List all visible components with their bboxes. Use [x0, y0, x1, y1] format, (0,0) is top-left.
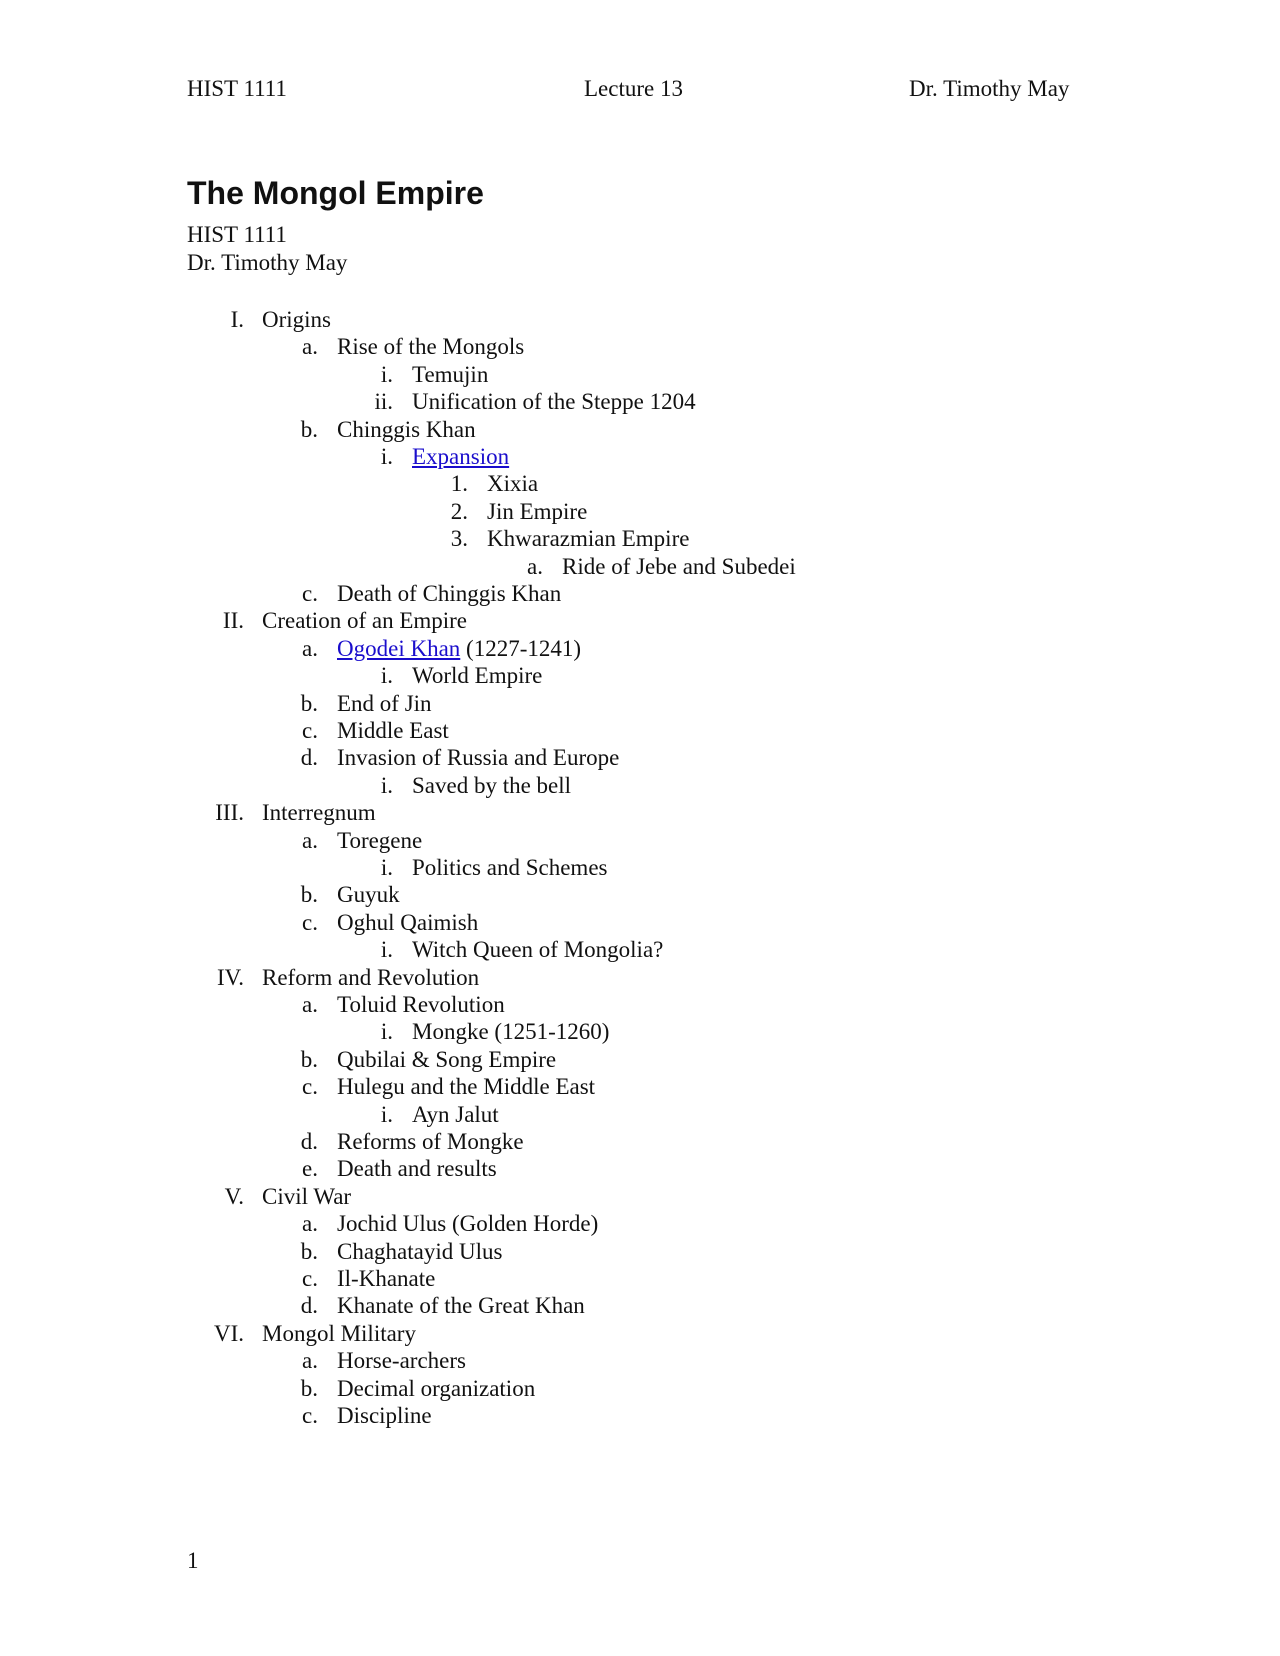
outline-label: Il-Khanate	[337, 1266, 436, 1291]
outline-marker: i.	[380, 855, 393, 880]
outline-label: Oghul Qaimish	[337, 909, 479, 935]
outline-marker: b.	[300, 1375, 318, 1401]
outline-label: Civil War	[262, 1183, 352, 1209]
outline-marker: i.	[380, 1019, 393, 1045]
outline-text	[262, 305, 331, 335]
outline-label: Reform and Revolution	[262, 964, 480, 990]
outline-label: Ride of Jebe and Subedei	[562, 553, 796, 579]
outline-text	[337, 880, 400, 910]
outline-text	[412, 771, 571, 801]
outline-label: Middle East	[337, 718, 449, 743]
outline-marker: d.	[300, 1129, 318, 1154]
header-course: HIST 1111	[187, 76, 287, 101]
outline-marker: i.	[380, 444, 393, 469]
outline-text	[337, 689, 432, 719]
outline-marker: b.	[300, 690, 318, 716]
outline-label: Creation of an Empire	[262, 608, 468, 634]
outline-link[interactable]: Expansion	[412, 444, 510, 469]
outline-text	[412, 935, 663, 965]
outline-label: Khwarazmian Empire	[487, 526, 690, 552]
outline-label: Rise of the Mongols	[337, 334, 525, 360]
outline-label: Decimal organization	[337, 1375, 536, 1401]
outline-text	[412, 442, 509, 472]
outline-text	[487, 524, 689, 554]
outline-label: Mongke (1251-1260)	[412, 1019, 610, 1045]
outline-text	[337, 1154, 497, 1184]
outline-label: Origins	[262, 307, 331, 332]
outline-marker: I.	[230, 307, 244, 332]
outline-label: Qubilai & Song Empire	[337, 1046, 557, 1072]
outline-label: Unification of the Steppe 1204	[412, 389, 696, 415]
outline-marker: III.	[215, 800, 244, 826]
outline-text	[412, 1100, 499, 1130]
outline-marker: c.	[302, 909, 318, 935]
outline-text	[337, 332, 524, 362]
outline-label: Interregnum	[262, 800, 376, 826]
outline-text	[337, 579, 561, 609]
outline-text	[337, 1291, 585, 1321]
outline-text	[337, 634, 581, 664]
outline-text	[337, 1127, 524, 1157]
outline-marker: 2.	[450, 498, 468, 524]
outline-text	[487, 497, 587, 527]
outline-label: Death and results	[337, 1156, 497, 1182]
outline-text	[337, 1401, 432, 1431]
outline-marker: d.	[300, 745, 318, 771]
outline-marker: a.	[527, 553, 543, 579]
outline-marker: i.	[380, 937, 393, 963]
outline-label: Politics and Schemes	[412, 855, 608, 880]
outline-marker: c.	[302, 1266, 318, 1291]
outline-text	[337, 743, 619, 773]
outline-marker: a.	[302, 1211, 318, 1237]
outline-text	[337, 1374, 535, 1404]
outline-label: Guyuk	[337, 882, 400, 908]
outline-label: Temujin	[412, 361, 489, 387]
outline-marker: IV.	[216, 964, 244, 990]
outline-label: Khanate of the Great Khan	[337, 1293, 585, 1319]
outline-marker: c.	[302, 718, 318, 743]
outline-marker: i.	[380, 772, 393, 798]
outline-text	[412, 360, 488, 390]
outline-text	[337, 1346, 466, 1376]
header-lecture: Lecture 13	[584, 76, 683, 101]
outline-marker: 1.	[450, 471, 468, 497]
header-author: Dr. Timothy May	[909, 76, 1070, 101]
outline-marker: b.	[300, 882, 318, 908]
outline-text	[262, 606, 467, 636]
outline-text	[262, 1182, 351, 1212]
outline-label: Toluid Revolution	[337, 992, 505, 1017]
author-line: Dr. Timothy May	[187, 250, 348, 275]
outline-marker: i.	[380, 1101, 393, 1127]
outline-text	[337, 716, 449, 746]
outline-marker: b.	[300, 1046, 318, 1072]
outline-label: (1227-1241)	[460, 635, 582, 661]
outline-text	[337, 1209, 598, 1239]
outline-text	[412, 853, 607, 883]
outline-label: Witch Queen of Mongolia?	[412, 937, 664, 963]
outline-text	[262, 1319, 416, 1349]
outline-label: Invasion of Russia and Europe	[337, 745, 620, 771]
outline-label: Jin Empire	[487, 498, 588, 524]
page-title: The Mongol Empire	[187, 175, 484, 211]
outline-text	[262, 798, 376, 828]
outline-text	[337, 1264, 435, 1294]
outline-label: Discipline	[337, 1403, 432, 1428]
outline-marker: a.	[302, 992, 318, 1017]
outline-marker: 3.	[450, 526, 468, 552]
outline-text	[337, 908, 478, 938]
outline-text	[337, 826, 422, 856]
outline-marker: c.	[302, 1074, 318, 1100]
outline-text	[412, 1017, 609, 1047]
outline-text	[262, 963, 479, 993]
page-number: 1	[187, 1548, 199, 1573]
outline-label: Chaghatayid Ulus	[337, 1238, 503, 1264]
outline-label: Jochid Ulus (Golden Horde)	[337, 1211, 599, 1237]
outline-label: Ayn Jalut	[412, 1101, 499, 1127]
outline-text	[337, 990, 505, 1020]
outline-marker: a.	[302, 334, 318, 360]
outline-text	[337, 1072, 595, 1102]
outline-label: Mongol Military	[262, 1320, 416, 1346]
outline-label: Horse-archers	[337, 1348, 466, 1374]
outline-label: End of Jin	[337, 690, 432, 716]
outline-label: Chinggis Khan	[337, 416, 476, 442]
outline-text	[487, 469, 538, 499]
outline-marker: VI.	[213, 1320, 244, 1346]
outline-marker: a.	[302, 635, 318, 661]
outline-label: Hulegu and the Middle East	[337, 1074, 596, 1100]
outline-marker: II.	[222, 608, 244, 634]
outline-label: World Empire	[412, 663, 543, 689]
outline-label: Saved by the bell	[412, 772, 572, 798]
outline-marker: i.	[380, 361, 393, 387]
outline-label: Death of Chinggis Khan	[337, 581, 562, 606]
course-line: HIST 1111	[187, 222, 287, 247]
outline-marker: e.	[302, 1156, 318, 1182]
outline-marker: c.	[302, 1403, 318, 1428]
outline-marker: i.	[380, 663, 393, 689]
outline-marker: a.	[302, 827, 318, 853]
outline-marker: d.	[300, 1293, 318, 1319]
outline-text	[337, 1045, 556, 1075]
outline-text	[337, 1237, 502, 1267]
outline-text	[412, 387, 696, 417]
outline-marker: a.	[302, 1348, 318, 1374]
outline-marker: c.	[302, 581, 318, 606]
outline-marker: V.	[224, 1183, 244, 1209]
outline-text	[337, 415, 476, 445]
outline-text	[412, 661, 542, 691]
outline-link[interactable]: Ogodei Khan	[337, 635, 461, 661]
outline-marker: ii.	[374, 389, 393, 415]
outline-label: Xixia	[487, 471, 539, 497]
outline-text	[562, 552, 796, 582]
outline-label: Toregene	[337, 827, 423, 853]
outline-marker: b.	[300, 416, 318, 442]
outline-marker: b.	[300, 1238, 318, 1264]
outline-label: Reforms of Mongke	[337, 1129, 524, 1154]
